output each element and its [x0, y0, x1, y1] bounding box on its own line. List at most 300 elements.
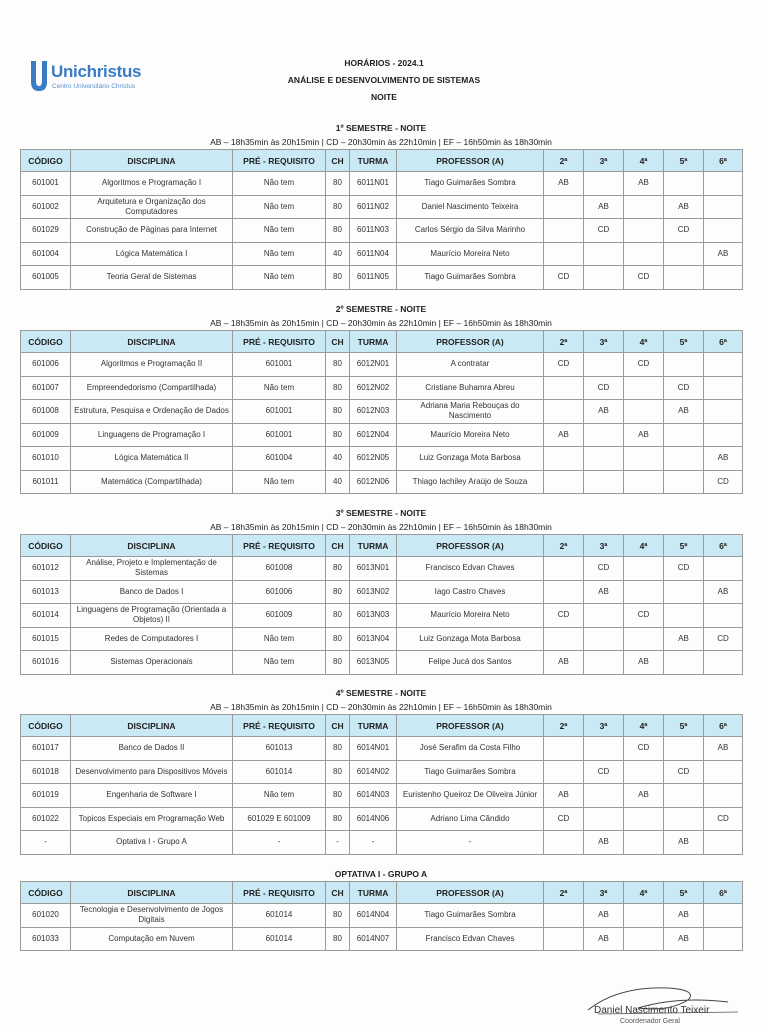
- cell-qui: CD: [664, 219, 704, 243]
- cell-seg: AB: [544, 651, 584, 675]
- cell-qui: [664, 447, 704, 471]
- cell-professor: Daniel Nascimento Teixeira: [397, 195, 544, 219]
- cell-professor: Francisco Edvan Chaves: [397, 927, 544, 951]
- cell-professor: Euristenho Queiroz De Oliveira Júnior: [397, 784, 544, 808]
- cell-ter: AB: [584, 195, 624, 219]
- column-header-qui: 5ª: [664, 882, 704, 904]
- cell-ter: CD: [584, 219, 624, 243]
- cell-pre-requisito: Não tem: [233, 242, 326, 266]
- cell-qui: [664, 423, 704, 447]
- column-header-turma: TURMA: [350, 715, 397, 737]
- cell-seg: [544, 904, 584, 928]
- cell-pre-requisito: 601014: [233, 927, 326, 951]
- cell-sex: [704, 927, 743, 951]
- cell-pre-requisito: Não tem: [233, 376, 326, 400]
- cell-codigo: -: [21, 831, 71, 855]
- column-header-sex: 6ª: [704, 150, 743, 172]
- cell-professor: Maurício Moreira Neto: [397, 242, 544, 266]
- column-header-codigo: CÓDIGO: [21, 882, 71, 904]
- schedule-table: [20, 330, 743, 494]
- cell-disciplina: Matemática (Compartilhada): [71, 470, 233, 494]
- column-header-qui: 5ª: [664, 715, 704, 737]
- cell-seg: [544, 400, 584, 424]
- column-header-sex: 6ª: [704, 535, 743, 557]
- cell-sex: [704, 604, 743, 628]
- cell-codigo: 601029: [21, 219, 71, 243]
- cell-seg: [544, 737, 584, 761]
- cell-seg: [544, 760, 584, 784]
- cell-codigo: 601015: [21, 627, 71, 651]
- cell-codigo: 601010: [21, 447, 71, 471]
- column-header-professor: PROFESSOR (A): [397, 150, 544, 172]
- semester-1-section: [20, 121, 742, 290]
- cell-codigo: 601002: [21, 195, 71, 219]
- cell-professor: Francisco Edvan Chaves: [397, 557, 544, 581]
- column-header-sex: 6ª: [704, 882, 743, 904]
- cell-ter: [584, 627, 624, 651]
- cell-ter: [584, 423, 624, 447]
- cell-professor: José Serafim da Costa Filho: [397, 737, 544, 761]
- cell-seg: [544, 219, 584, 243]
- table-header-row: [21, 331, 743, 353]
- unichristus-logo: [29, 59, 149, 99]
- cell-ch: 80: [326, 627, 350, 651]
- cell-ch: 80: [326, 266, 350, 290]
- cell-disciplina: Engenharia de Software I: [71, 784, 233, 808]
- cell-sex: CD: [704, 807, 743, 831]
- cell-seg: [544, 580, 584, 604]
- cell-sex: [704, 195, 743, 219]
- table-row: [21, 423, 743, 447]
- cell-ch: 40: [326, 447, 350, 471]
- cell-disciplina: Topicos Especiais em Programação Web: [71, 807, 233, 831]
- table-row: [21, 447, 743, 471]
- cell-sex: [704, 423, 743, 447]
- column-header-pre-requisito: PRÉ - REQUISITO: [233, 715, 326, 737]
- cell-professor: Luiz Gonzaga Mota Barbosa: [397, 447, 544, 471]
- cell-turma: 6014N07: [350, 927, 397, 951]
- cell-pre-requisito: 601006: [233, 580, 326, 604]
- cell-codigo: 601011: [21, 470, 71, 494]
- section-title: 2º SEMESTRE - NOITE: [335, 304, 427, 314]
- table-row: [21, 737, 743, 761]
- cell-seg: AB: [544, 784, 584, 808]
- section-time-slots: AB – 18h35min às 20h15min | CD – 20h30min às 22h10min | EF – 16h50min às 18h30min: [210, 702, 552, 712]
- cell-turma: 6014N03: [350, 784, 397, 808]
- cell-qui: CD: [664, 376, 704, 400]
- cell-qua: CD: [624, 737, 664, 761]
- cell-sex: [704, 353, 743, 377]
- column-header-codigo: CÓDIGO: [21, 331, 71, 353]
- cell-turma: 6011N03: [350, 219, 397, 243]
- cell-pre-requisito: Não tem: [233, 219, 326, 243]
- cell-seg: [544, 470, 584, 494]
- cell-ch: -: [326, 831, 350, 855]
- cell-seg: [544, 376, 584, 400]
- cell-professor: A contratar: [397, 353, 544, 377]
- cell-codigo: 601017: [21, 737, 71, 761]
- cell-disciplina: Sistemas Operacionais: [71, 651, 233, 675]
- cell-seg: [544, 627, 584, 651]
- table-row: [21, 470, 743, 494]
- cell-sex: [704, 266, 743, 290]
- column-header-seg: 2ª: [544, 150, 584, 172]
- cell-qua: [624, 242, 664, 266]
- cell-sex: [704, 376, 743, 400]
- column-header-ter: 3ª: [584, 882, 624, 904]
- cell-turma: 6013N03: [350, 604, 397, 628]
- column-header-qui: 5ª: [664, 331, 704, 353]
- cell-qua: [624, 627, 664, 651]
- table-row: [21, 376, 743, 400]
- cell-disciplina: Arquitetura e Organização dos Computadores: [71, 195, 233, 219]
- cell-seg: CD: [544, 353, 584, 377]
- cell-seg: [544, 831, 584, 855]
- column-header-turma: TURMA: [350, 331, 397, 353]
- cell-professor: -: [397, 831, 544, 855]
- cell-ter: [584, 470, 624, 494]
- column-header-qua: 4ª: [624, 882, 664, 904]
- cell-pre-requisito: Não tem: [233, 627, 326, 651]
- cell-disciplina: Tecnologia e Desenvolvimento de Jogos Digitais: [71, 904, 233, 928]
- cell-turma: 6014N02: [350, 760, 397, 784]
- cell-disciplina: Construção de Páginas para Internet: [71, 219, 233, 243]
- cell-turma: 6011N05: [350, 266, 397, 290]
- cell-pre-requisito: Não tem: [233, 195, 326, 219]
- table-row: [21, 557, 743, 581]
- cell-professor: Adriana Maria Rebouças do Nascimento: [397, 400, 544, 424]
- cell-codigo: 601013: [21, 580, 71, 604]
- cell-sex: [704, 172, 743, 196]
- table-header-row: [21, 150, 743, 172]
- cell-pre-requisito: 601004: [233, 447, 326, 471]
- column-header-codigo: CÓDIGO: [21, 535, 71, 557]
- cell-qua: AB: [624, 651, 664, 675]
- cell-pre-requisito: Não tem: [233, 784, 326, 808]
- cell-professor: Cristiane Buhamra Abreu: [397, 376, 544, 400]
- column-header-turma: TURMA: [350, 882, 397, 904]
- section-time-slots: AB – 18h35min às 20h15min | CD – 20h30min às 22h10min | EF – 16h50min às 18h30min: [210, 522, 552, 532]
- cell-ter: AB: [584, 400, 624, 424]
- cell-ch: 80: [326, 400, 350, 424]
- schedule-table: [20, 881, 743, 951]
- table-row: [21, 353, 743, 377]
- cell-seg: AB: [544, 172, 584, 196]
- cell-qui: [664, 470, 704, 494]
- table-row: [21, 760, 743, 784]
- cell-qua: AB: [624, 172, 664, 196]
- table-header-row: [21, 882, 743, 904]
- column-header-codigo: CÓDIGO: [21, 715, 71, 737]
- cell-codigo: 601004: [21, 242, 71, 266]
- cell-sex: [704, 784, 743, 808]
- cell-ch: 80: [326, 376, 350, 400]
- table-row: [21, 604, 743, 628]
- cell-pre-requisito: -: [233, 831, 326, 855]
- cell-pre-requisito: 601014: [233, 904, 326, 928]
- column-header-ch: CH: [326, 882, 350, 904]
- cell-turma: 6013N02: [350, 580, 397, 604]
- cell-qui: CD: [664, 760, 704, 784]
- cell-codigo: 601019: [21, 784, 71, 808]
- table-row: [21, 195, 743, 219]
- cell-pre-requisito: 601001: [233, 400, 326, 424]
- cell-seg: AB: [544, 423, 584, 447]
- cell-qui: AB: [664, 831, 704, 855]
- cell-turma: -: [350, 831, 397, 855]
- cell-qua: AB: [624, 423, 664, 447]
- column-header-disciplina: DISCIPLINA: [71, 535, 233, 557]
- cell-qua: [624, 447, 664, 471]
- cell-ter: CD: [584, 376, 624, 400]
- cell-ch: 80: [326, 927, 350, 951]
- cell-qua: [624, 580, 664, 604]
- column-header-qua: 4ª: [624, 331, 664, 353]
- cell-professor: Tiago Guimarães Sombra: [397, 760, 544, 784]
- cell-qui: [664, 172, 704, 196]
- cell-qua: [624, 760, 664, 784]
- cell-seg: [544, 557, 584, 581]
- cell-disciplina: Optativa I - Grupo A: [71, 831, 233, 855]
- cell-codigo: 601033: [21, 927, 71, 951]
- table-row: [21, 580, 743, 604]
- logo-subtitle: Centro Universitário Christus: [52, 83, 136, 90]
- column-header-sex: 6ª: [704, 331, 743, 353]
- column-header-turma: TURMA: [350, 535, 397, 557]
- column-header-disciplina: DISCIPLINA: [71, 150, 233, 172]
- cell-qui: [664, 580, 704, 604]
- semester-3-section: [20, 506, 742, 675]
- column-header-ch: CH: [326, 150, 350, 172]
- column-header-qua: 4ª: [624, 715, 664, 737]
- cell-ch: 80: [326, 557, 350, 581]
- cell-sex: [704, 400, 743, 424]
- cell-sex: [704, 651, 743, 675]
- column-header-codigo: CÓDIGO: [21, 150, 71, 172]
- cell-professor: Carlos Sérgio da Silva Marinho: [397, 219, 544, 243]
- cell-qui: [664, 737, 704, 761]
- cell-turma: 6014N04: [350, 904, 397, 928]
- cell-qui: [664, 651, 704, 675]
- cell-codigo: 601012: [21, 557, 71, 581]
- cell-qui: AB: [664, 627, 704, 651]
- cell-turma: 6014N06: [350, 807, 397, 831]
- column-header-seg: 2ª: [544, 882, 584, 904]
- cell-disciplina: Linguagens de Programação I: [71, 423, 233, 447]
- cell-codigo: 601022: [21, 807, 71, 831]
- cell-qui: [664, 784, 704, 808]
- column-header-pre-requisito: PRÉ - REQUISITO: [233, 150, 326, 172]
- cell-ch: 80: [326, 737, 350, 761]
- cell-ter: CD: [584, 557, 624, 581]
- column-header-qua: 4ª: [624, 150, 664, 172]
- cell-ter: CD: [584, 760, 624, 784]
- cell-ch: 80: [326, 580, 350, 604]
- table-row: [21, 400, 743, 424]
- column-header-qui: 5ª: [664, 535, 704, 557]
- cell-ch: 80: [326, 219, 350, 243]
- cell-pre-requisito: Não tem: [233, 651, 326, 675]
- cell-seg: [544, 447, 584, 471]
- cell-qua: [624, 195, 664, 219]
- table-row: [21, 172, 743, 196]
- cell-disciplina: Desenvolvimento para Dispositivos Móveis: [71, 760, 233, 784]
- cell-turma: 6012N04: [350, 423, 397, 447]
- column-header-professor: PROFESSOR (A): [397, 882, 544, 904]
- cell-ter: [584, 172, 624, 196]
- cell-pre-requisito: 601014: [233, 760, 326, 784]
- cell-pre-requisito: 601013: [233, 737, 326, 761]
- semester-4-section: [20, 686, 742, 855]
- cell-qua: [624, 400, 664, 424]
- cell-turma: 6012N02: [350, 376, 397, 400]
- cell-sex: AB: [704, 447, 743, 471]
- cell-sex: [704, 831, 743, 855]
- cell-turma: 6011N02: [350, 195, 397, 219]
- cell-qua: CD: [624, 266, 664, 290]
- cell-codigo: 601014: [21, 604, 71, 628]
- column-header-qui: 5ª: [664, 150, 704, 172]
- cell-qua: [624, 219, 664, 243]
- cell-qui: AB: [664, 904, 704, 928]
- cell-ch: 80: [326, 604, 350, 628]
- column-header-seg: 2ª: [544, 535, 584, 557]
- cell-pre-requisito: 601008: [233, 557, 326, 581]
- optativa-section: [20, 867, 742, 951]
- cell-ch: 80: [326, 651, 350, 675]
- cell-qua: CD: [624, 353, 664, 377]
- cell-disciplina: Análise, Projeto e Implementação de Sistemas: [71, 557, 233, 581]
- cell-ch: 80: [326, 784, 350, 808]
- cell-qua: AB: [624, 784, 664, 808]
- table-row: [21, 266, 743, 290]
- table-row: [21, 831, 743, 855]
- cell-pre-requisito: 601001: [233, 423, 326, 447]
- table-row: [21, 807, 743, 831]
- cell-disciplina: Lógica Matemática II: [71, 447, 233, 471]
- cell-ch: 80: [326, 423, 350, 447]
- cell-ter: AB: [584, 927, 624, 951]
- cell-qui: [664, 807, 704, 831]
- cell-professor: Maurício Moreira Neto: [397, 423, 544, 447]
- table-row: [21, 627, 743, 651]
- column-header-ch: CH: [326, 715, 350, 737]
- table-row: [21, 651, 743, 675]
- cell-disciplina: Redes de Computadores I: [71, 627, 233, 651]
- cell-ch: 80: [326, 172, 350, 196]
- cell-disciplina: Algoritmos e Programação I: [71, 172, 233, 196]
- section-title: 3º SEMESTRE - NOITE: [335, 508, 427, 518]
- cell-disciplina: Estrutura, Pesquisa e Ordenação de Dados: [71, 400, 233, 424]
- cell-professor: Iago Castro Chaves: [397, 580, 544, 604]
- cell-ter: [584, 737, 624, 761]
- cell-ter: [584, 651, 624, 675]
- document-header: [170, 55, 598, 106]
- cell-sex: CD: [704, 470, 743, 494]
- cell-professor: Felipe Jucá dos Santos: [397, 651, 544, 675]
- cell-turma: 6013N05: [350, 651, 397, 675]
- cell-disciplina: Empreendedorismo (Compartilhada): [71, 376, 233, 400]
- cell-ter: [584, 784, 624, 808]
- cell-codigo: 601006: [21, 353, 71, 377]
- header-line-3: NOITE: [371, 92, 397, 102]
- cell-pre-requisito: Não tem: [233, 470, 326, 494]
- cell-qui: CD: [664, 557, 704, 581]
- column-header-professor: PROFESSOR (A): [397, 331, 544, 353]
- cell-turma: 6014N01: [350, 737, 397, 761]
- table-header-row: [21, 715, 743, 737]
- table-row: [21, 927, 743, 951]
- cell-seg: [544, 927, 584, 951]
- cell-pre-requisito: 601029 E 601009: [233, 807, 326, 831]
- cell-pre-requisito: 601001: [233, 353, 326, 377]
- column-header-disciplina: DISCIPLINA: [71, 882, 233, 904]
- section-time-slots: AB – 18h35min às 20h15min | CD – 20h30min às 22h10min | EF – 16h50min às 18h30min: [210, 137, 552, 147]
- cell-qua: [624, 470, 664, 494]
- cell-sex: [704, 219, 743, 243]
- cell-ch: 40: [326, 470, 350, 494]
- column-header-ch: CH: [326, 535, 350, 557]
- cell-professor: Tiago Guimarães Sombra: [397, 266, 544, 290]
- cell-sex: AB: [704, 580, 743, 604]
- cell-qua: [624, 904, 664, 928]
- cell-qua: [624, 376, 664, 400]
- column-header-seg: 2ª: [544, 331, 584, 353]
- cell-codigo: 601020: [21, 904, 71, 928]
- section-time-slots: AB – 18h35min às 20h15min | CD – 20h30min às 22h10min | EF – 16h50min às 18h30min: [210, 318, 552, 328]
- cell-turma: 6012N05: [350, 447, 397, 471]
- table-row: [21, 219, 743, 243]
- column-header-qua: 4ª: [624, 535, 664, 557]
- table-row: [21, 242, 743, 266]
- column-header-turma: TURMA: [350, 150, 397, 172]
- cell-ch: 80: [326, 353, 350, 377]
- cell-professor: Thiago Iachiley Araújo de Souza: [397, 470, 544, 494]
- cell-professor: Adriano Lima Cândido: [397, 807, 544, 831]
- cell-ter: [584, 242, 624, 266]
- cell-seg: [544, 242, 584, 266]
- column-header-ter: 3ª: [584, 150, 624, 172]
- cell-qua: [624, 807, 664, 831]
- cell-sex: AB: [704, 242, 743, 266]
- cell-ter: [584, 807, 624, 831]
- table-row: [21, 784, 743, 808]
- cell-ter: [584, 266, 624, 290]
- cell-disciplina: Algoritmos e Programação II: [71, 353, 233, 377]
- cell-turma: 6012N06: [350, 470, 397, 494]
- signature-block: [578, 978, 748, 1024]
- semester-2-section: [20, 302, 742, 494]
- table-row: [21, 904, 743, 928]
- cell-qua: [624, 831, 664, 855]
- cell-ter: AB: [584, 580, 624, 604]
- logo-brand-text: Unichristus: [51, 62, 142, 81]
- cell-ter: [584, 353, 624, 377]
- column-header-pre-requisito: PRÉ - REQUISITO: [233, 882, 326, 904]
- column-header-disciplina: DISCIPLINA: [71, 331, 233, 353]
- column-header-ter: 3ª: [584, 535, 624, 557]
- cell-qui: [664, 266, 704, 290]
- cell-codigo: 601005: [21, 266, 71, 290]
- cell-sex: [704, 557, 743, 581]
- logo-mark-icon: [29, 59, 49, 93]
- cell-pre-requisito: 601009: [233, 604, 326, 628]
- cell-turma: 6012N03: [350, 400, 397, 424]
- cell-ch: 40: [326, 242, 350, 266]
- cell-seg: [544, 195, 584, 219]
- cell-codigo: 601018: [21, 760, 71, 784]
- column-header-ter: 3ª: [584, 331, 624, 353]
